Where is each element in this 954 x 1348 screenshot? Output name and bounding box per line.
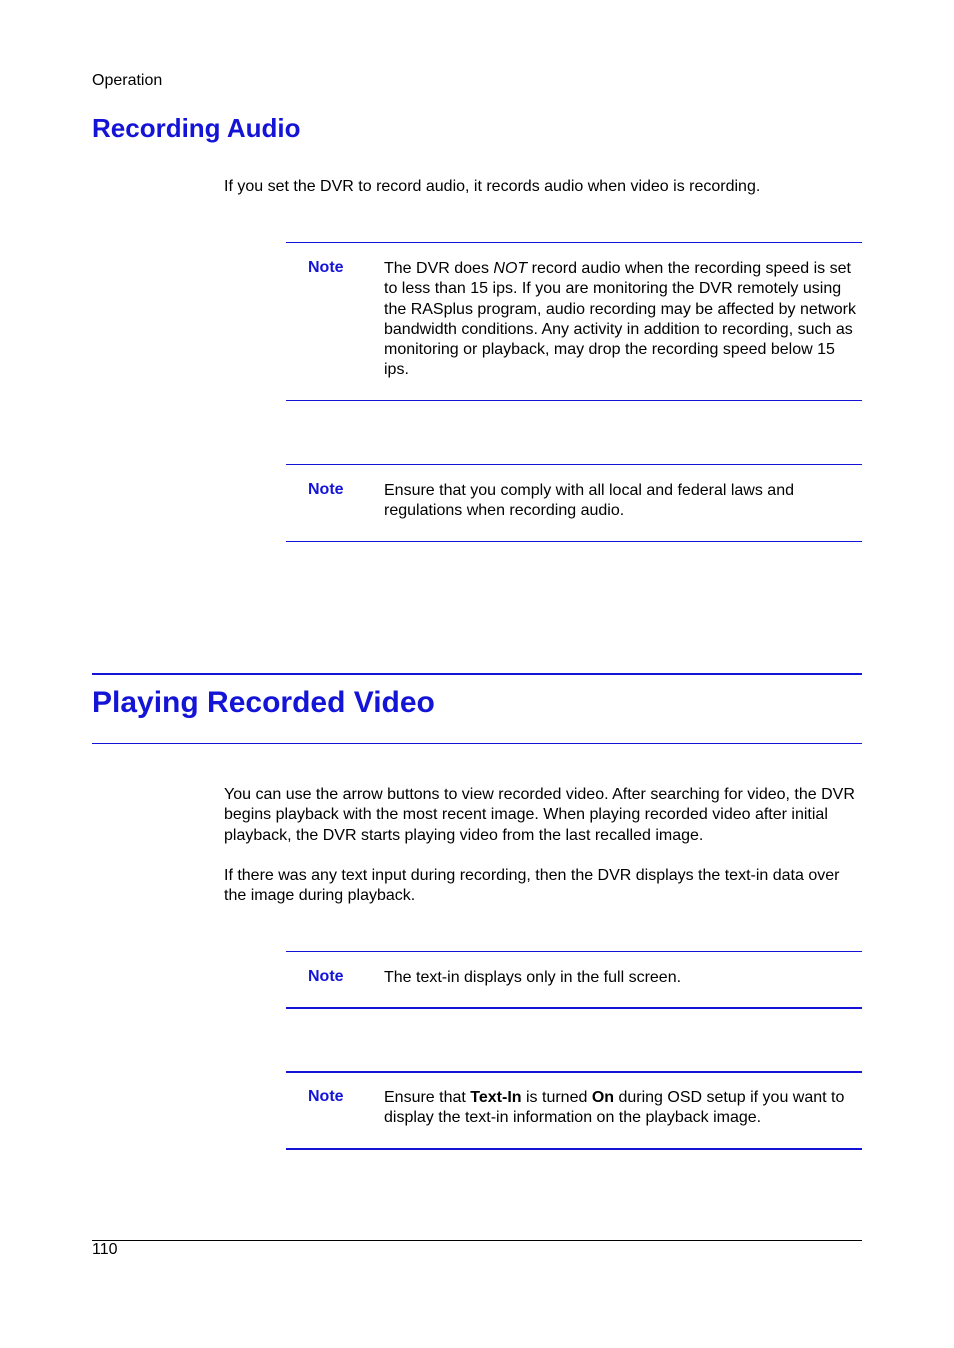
note-label: Note	[308, 481, 344, 498]
note-text-part: is turned	[521, 1089, 592, 1106]
playback-paragraph-2: If there was any text input during recording, then the DVR displays the text-in data over the image during playback.	[224, 867, 840, 905]
note-box-full-screen	[286, 951, 862, 1011]
note-top-rule	[286, 464, 862, 465]
note-text-full-screen: The text-in displays only in the full screen.	[384, 969, 682, 986]
note-box-audio-speed	[286, 242, 862, 402]
note-text-bold-text-in: Text-In	[470, 1089, 522, 1106]
footer-rule	[92, 1240, 862, 1241]
note-text-emphasis: NOT	[493, 260, 528, 277]
note-text-part: Ensure that	[384, 1089, 471, 1106]
chapter-bottom-rule	[92, 743, 862, 744]
recording-audio-intro: If you set the DVR to record audio, it records audio when video is recording.	[224, 178, 761, 195]
note-box-text-in-setup	[286, 1071, 862, 1153]
note-label: Note	[308, 968, 344, 985]
note-label: Note	[308, 259, 344, 276]
chapter-heading-playing-recorded-video: Playing Recorded Video	[92, 686, 435, 719]
note-top-rule	[286, 242, 862, 243]
note-text-legal: Ensure that you comply with all local and federal laws and regulations when recording audio.	[384, 482, 794, 520]
note-text-part: during OSD setup if you want to display the text-in information on the playback image.	[384, 1089, 845, 1127]
note-text-audio-speed	[384, 259, 864, 381]
note-text-part: The DVR does	[384, 260, 494, 277]
note-label: Note	[308, 1088, 344, 1105]
running-header: Operation	[92, 72, 163, 89]
note-top-rule	[286, 1071, 862, 1073]
note-text-part: record audio when the recording speed is set to less than 15 ips. If you are monitoring the DVR remotely using the RASplus program, audio recording may be affected by network bandwidth conditions. Any activity in addition to recording, such as monitoring or playback, may drop the recording speed below 15 ips.	[384, 260, 856, 379]
note-bottom-rule	[286, 1148, 862, 1150]
note-box-legal	[286, 464, 862, 544]
note-text-text-in-setup	[384, 1088, 864, 1129]
note-bottom-rule	[286, 1007, 862, 1009]
chapter-top-rule	[92, 673, 862, 675]
playback-paragraph-1: You can use the arrow buttons to view recorded video. After searching for video, the DVR begins playback with the most recent image. When playing recorded video after initial playback, the DVR starts playing video from the last recalled image.	[224, 786, 855, 844]
note-text-bold-on: On	[591, 1089, 615, 1106]
note-bottom-rule	[286, 541, 862, 542]
section-heading-recording-audio: Recording Audio	[92, 113, 301, 143]
note-top-rule	[286, 951, 862, 952]
page-number: 110	[92, 1241, 118, 1258]
note-bottom-rule	[286, 400, 862, 401]
